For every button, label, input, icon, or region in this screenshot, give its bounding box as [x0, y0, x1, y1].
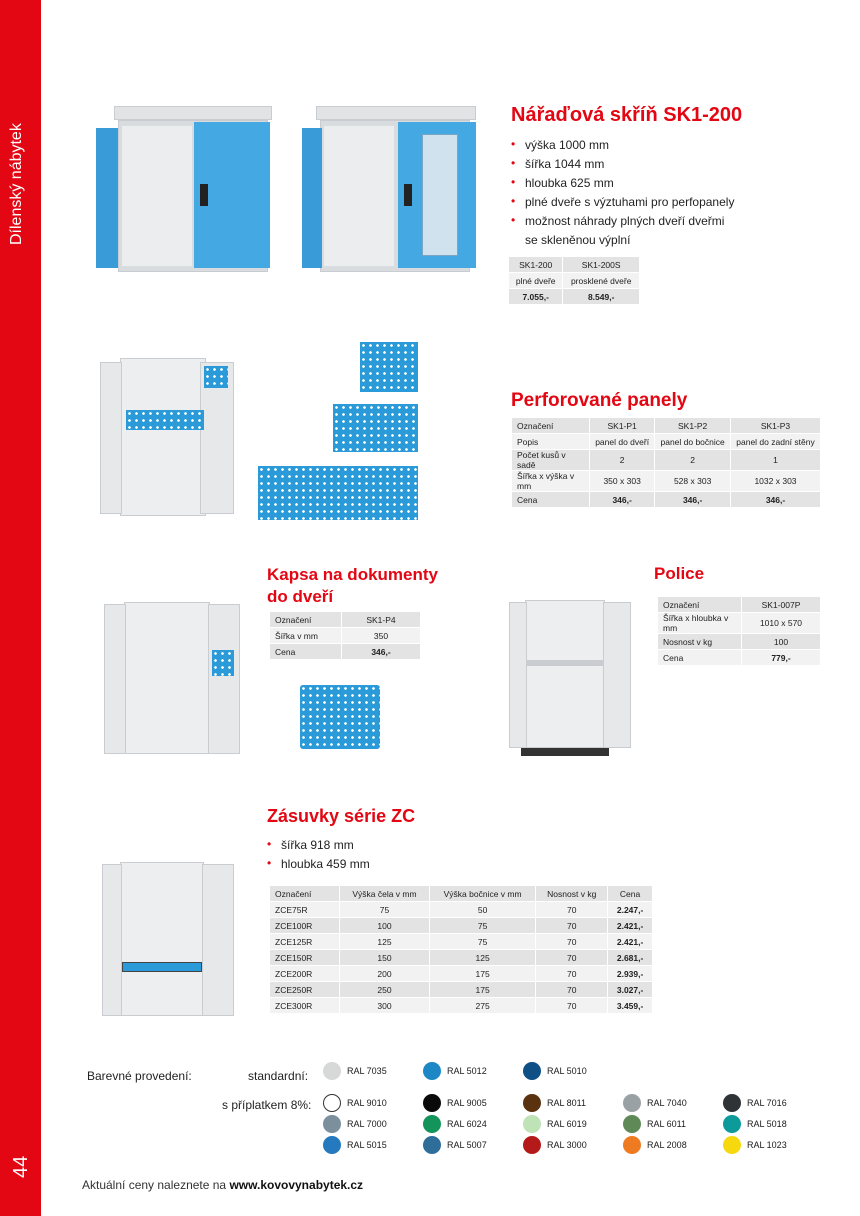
table-cell: ZCE150R	[270, 950, 340, 966]
color-swatch-label: RAL 3000	[547, 1140, 587, 1150]
table-cell: 70	[536, 934, 608, 950]
color-swatch	[723, 1094, 741, 1112]
footer	[82, 1178, 363, 1192]
perfo-panel-small	[360, 342, 418, 392]
table-cell: 2.681,-	[608, 950, 653, 966]
table-cell: 7.055,-	[509, 289, 563, 305]
zasuvky-bullets	[267, 836, 370, 874]
table-row	[658, 613, 821, 634]
table-cell: 100	[340, 918, 430, 934]
color-swatch	[523, 1136, 541, 1154]
table-cell: Cena	[658, 650, 742, 666]
color-swatch-label: RAL 1023	[747, 1140, 787, 1150]
perfo-panel-medium	[333, 404, 418, 452]
table-cell: SK1-P1	[590, 418, 655, 434]
color-swatch-label: RAL 5007	[447, 1140, 487, 1150]
table-cell: 50	[429, 902, 535, 918]
table-cell: ZCE200R	[270, 966, 340, 982]
table-cell: Nosnost v kg	[536, 886, 608, 902]
sidebar	[0, 0, 41, 1216]
colors-label: Barevné provedení:	[87, 1069, 192, 1083]
table-cell: 346,-	[590, 492, 655, 508]
zasuvky-bullet: • hloubka 459 mm	[267, 855, 370, 874]
table-cell: 70	[536, 950, 608, 966]
table-cell: 2	[655, 450, 731, 471]
table-cell: ZCE100R	[270, 918, 340, 934]
table-row	[509, 273, 640, 289]
table-cell: 3.027,-	[608, 982, 653, 998]
table-row	[270, 918, 653, 934]
color-swatch	[723, 1136, 741, 1154]
table-cell: Označení	[270, 886, 340, 902]
sk1-bullet: • plné dveře s výztuhami pro perfopanely	[511, 193, 734, 212]
color-swatch	[423, 1136, 441, 1154]
police-title: Police	[654, 564, 705, 583]
color-swatch-label: RAL 8011	[547, 1098, 587, 1108]
police-table	[657, 596, 821, 666]
color-swatch	[523, 1062, 541, 1080]
color-swatch-label: RAL 9010	[347, 1098, 387, 1108]
table-cell: panel do bočnice	[655, 434, 731, 450]
sk1-bullet: • šířka 1044 mm	[511, 155, 734, 174]
table-cell: 1032 x 303	[731, 471, 821, 492]
table-cell: 2	[590, 450, 655, 471]
table-cell: Nosnost v kg	[658, 634, 742, 650]
table-cell: Výška čela v mm	[340, 886, 430, 902]
table-cell: 2.421,-	[608, 934, 653, 950]
table-row	[512, 471, 821, 492]
table-cell: ZCE75R	[270, 902, 340, 918]
table-cell: 300	[340, 998, 430, 1014]
colors-standard-label: standardní:	[248, 1069, 309, 1083]
table-cell: 70	[536, 966, 608, 982]
table-cell: SK1-200	[509, 257, 563, 273]
table-cell: SK1-200S	[563, 257, 640, 273]
table-cell: Označení	[270, 612, 342, 628]
table-cell: 75	[429, 918, 535, 934]
table-cell: SK1-007P	[742, 597, 821, 613]
table-cell: SK1-P2	[655, 418, 731, 434]
color-swatch	[423, 1062, 441, 1080]
color-swatch	[323, 1094, 341, 1112]
table-cell: 346,-	[655, 492, 731, 508]
table-row	[270, 644, 421, 660]
color-swatch	[623, 1115, 641, 1133]
table-cell: 350 x 303	[590, 471, 655, 492]
color-swatch-label: RAL 5015	[347, 1140, 387, 1150]
table-cell: Cena	[608, 886, 653, 902]
footer-text: Aktuální ceny naleznete na	[82, 1178, 230, 1192]
cabinet-image-full-doors	[96, 106, 276, 276]
table-cell: 100	[742, 634, 821, 650]
table-cell: SK1-P4	[342, 612, 421, 628]
color-swatch-label: RAL 5012	[447, 1066, 487, 1076]
table-cell: 1	[731, 450, 821, 471]
cabinet-image-kapsa	[104, 598, 244, 756]
table-cell: ZCE250R	[270, 982, 340, 998]
table-row	[270, 982, 653, 998]
table-cell: 70	[536, 918, 608, 934]
table-cell: 3.459,-	[608, 998, 653, 1014]
cabinet-image-police	[509, 598, 635, 756]
table-row	[658, 597, 821, 613]
zasuvky-bullet: • šířka 918 mm	[267, 836, 370, 855]
color-swatch-label: RAL 2008	[647, 1140, 687, 1150]
table-cell: 779,-	[742, 650, 821, 666]
table-cell: panel do dveří	[590, 434, 655, 450]
table-cell: 75	[340, 902, 430, 918]
table-cell: 125	[429, 950, 535, 966]
table-cell: 528 x 303	[655, 471, 731, 492]
table-cell: ZCE300R	[270, 998, 340, 1014]
color-swatch-label: RAL 6024	[447, 1119, 487, 1129]
table-row	[270, 950, 653, 966]
colors-surcharge-label: s příplatkem 8%:	[222, 1098, 312, 1112]
table-cell: panel do zadní stěny	[731, 434, 821, 450]
table-cell: ZCE125R	[270, 934, 340, 950]
sk1-bullet: • hloubka 625 mm	[511, 174, 734, 193]
table-cell: 1010 x 570	[742, 613, 821, 634]
table-cell: 70	[536, 902, 608, 918]
sk1-bullet-cont: se skleněnou výplní	[525, 233, 631, 247]
table-row	[512, 450, 821, 471]
footer-link[interactable]: www.kovovynabytek.cz	[229, 1178, 364, 1192]
perfo-panel-large	[258, 466, 418, 520]
sk1-bullets	[511, 136, 734, 250]
table-cell: 175	[429, 966, 535, 982]
table-cell: Počet kusů v sadě	[512, 450, 590, 471]
page-number: 44	[10, 1155, 32, 1178]
table-cell: 150	[340, 950, 430, 966]
cabinet-image-perfo	[100, 352, 240, 518]
cabinet-image-glass-doors	[302, 106, 482, 276]
table-row	[512, 434, 821, 450]
table-cell: 2.939,-	[608, 966, 653, 982]
table-row	[270, 934, 653, 950]
table-cell: 2.421,-	[608, 918, 653, 934]
sk1-bullet: • možnost náhrady plných dveří dveřmi	[511, 212, 734, 231]
color-swatch-label: RAL 5018	[747, 1119, 787, 1129]
sk1-title: Nářaďová skříň SK1-200	[511, 104, 743, 126]
cabinet-image-drawer	[102, 858, 238, 1018]
table-row	[658, 634, 821, 650]
table-row	[658, 650, 821, 666]
color-swatch-label: RAL 9005	[447, 1098, 487, 1108]
table-cell: 70	[536, 998, 608, 1014]
sidebar-category: Dílenský nábytek	[8, 123, 25, 245]
table-cell: prosklené dveře	[563, 273, 640, 289]
document-pocket-image	[300, 685, 380, 749]
color-swatch	[423, 1094, 441, 1112]
color-swatch-label: RAL 6011	[647, 1119, 687, 1129]
color-swatch	[323, 1062, 341, 1080]
color-swatch-label: RAL 7035	[347, 1066, 387, 1076]
sk1-bullet: • výška 1000 mm	[511, 136, 734, 155]
table-row	[270, 612, 421, 628]
perfo-table	[511, 417, 821, 508]
zasuvky-table	[269, 885, 653, 1014]
color-swatch	[323, 1115, 341, 1133]
color-swatch	[323, 1136, 341, 1154]
table-cell: 250	[340, 982, 430, 998]
table-row	[512, 418, 821, 434]
table-row	[512, 492, 821, 508]
zasuvky-title: Zásuvky série ZC	[267, 806, 416, 826]
table-cell: 75	[429, 934, 535, 950]
table-cell: Cena	[512, 492, 590, 508]
table-cell: 2.247,-	[608, 902, 653, 918]
kapsa-title-line1: Kapsa na dokumenty	[267, 565, 438, 584]
kapsa-table	[269, 611, 421, 660]
table-cell: 350	[342, 628, 421, 644]
color-swatch	[723, 1115, 741, 1133]
table-cell: Označení	[512, 418, 590, 434]
sk1-price-table	[508, 256, 640, 305]
table-row	[270, 886, 653, 902]
color-swatch	[523, 1094, 541, 1112]
table-cell: Šířka x hloubka v mm	[658, 613, 742, 634]
table-cell: 346,-	[342, 644, 421, 660]
table-cell: 8.549,-	[563, 289, 640, 305]
table-cell: 275	[429, 998, 535, 1014]
table-cell: plné dveře	[509, 273, 563, 289]
perfo-title: Perforované panely	[511, 390, 688, 411]
table-cell: Popis	[512, 434, 590, 450]
color-swatch-label: RAL 7040	[647, 1098, 687, 1108]
table-row	[270, 902, 653, 918]
table-row	[509, 289, 640, 305]
color-swatch-label: RAL 6019	[547, 1119, 587, 1129]
table-cell: Šířka x výška v mm	[512, 471, 590, 492]
color-swatch	[423, 1115, 441, 1133]
table-cell: 125	[340, 934, 430, 950]
color-swatch	[523, 1115, 541, 1133]
color-swatch-label: RAL 7000	[347, 1119, 387, 1129]
table-cell: Cena	[270, 644, 342, 660]
table-cell: SK1-P3	[731, 418, 821, 434]
kapsa-title-line2: do dveří	[267, 587, 334, 606]
table-cell: Šířka v mm	[270, 628, 342, 644]
color-swatch-label: RAL 7016	[747, 1098, 787, 1108]
table-cell: 346,-	[731, 492, 821, 508]
table-cell: Výška bočnice v mm	[429, 886, 535, 902]
color-swatch	[623, 1136, 641, 1154]
table-row	[270, 966, 653, 982]
table-cell: 175	[429, 982, 535, 998]
table-row	[270, 998, 653, 1014]
table-cell: Označení	[658, 597, 742, 613]
kapsa-title	[267, 564, 438, 608]
color-swatch	[623, 1094, 641, 1112]
table-cell: 70	[536, 982, 608, 998]
table-cell: 200	[340, 966, 430, 982]
table-row	[270, 628, 421, 644]
color-swatch-label: RAL 5010	[547, 1066, 587, 1076]
table-row	[509, 257, 640, 273]
